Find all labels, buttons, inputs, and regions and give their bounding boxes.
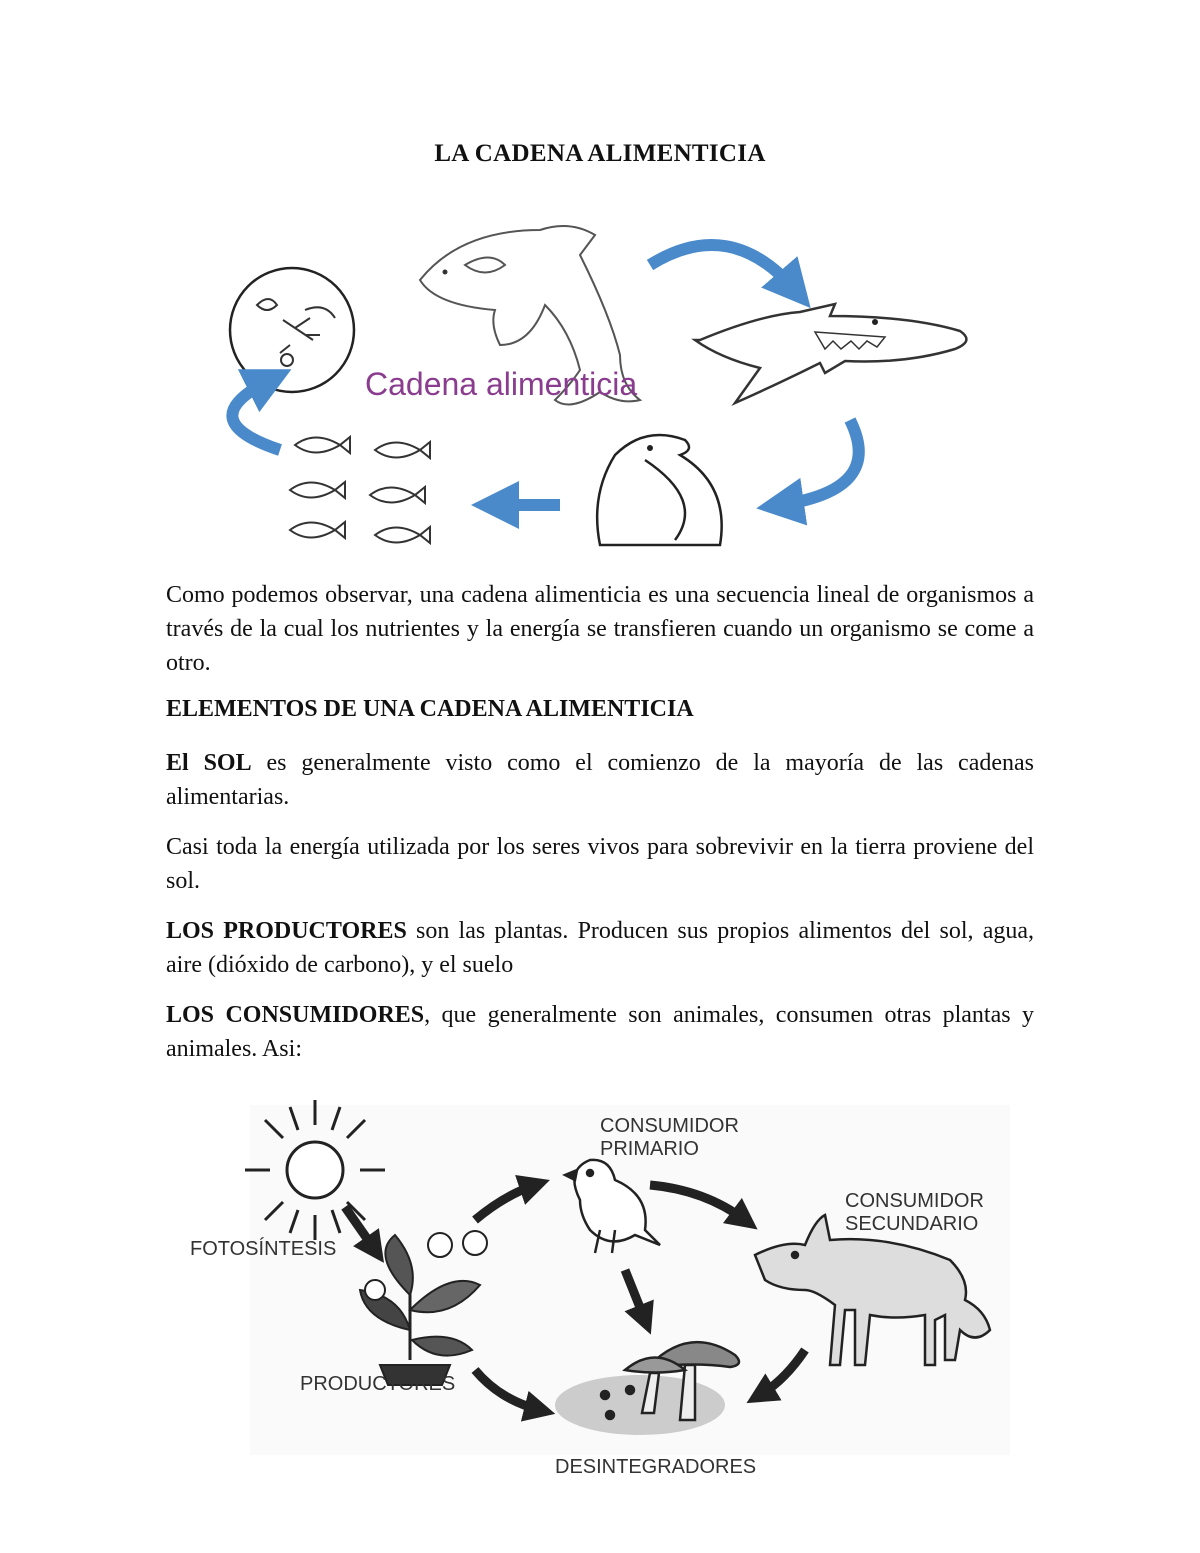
productores-label: PRODUCTORES [300, 1373, 456, 1395]
consumidores-term: LOS CONSUMIDORES [166, 1002, 425, 1028]
plancton-icon [230, 268, 354, 392]
consumidores-text: , que generalmente son animales, consumen otras plantas y animales. Asi: [166, 1002, 1034, 1062]
fotosintesis-label: FOTOSÍNTESIS [190, 1238, 337, 1260]
secundario-label-line1: CONSUMIDOR [845, 1190, 984, 1212]
primario-label-line1: CONSUMIDOR [600, 1115, 739, 1137]
sol-term: El SOL [166, 750, 252, 776]
pinguino-icon [597, 435, 722, 545]
productores-term: LOS PRODUCTORES [166, 918, 407, 944]
section-heading: ELEMENTOS DE UNA CADENA ALIMENTICIA [166, 696, 694, 722]
productores-paragraph [166, 914, 1034, 982]
marine-food-chain-figure [195, 210, 995, 560]
page-title: LA CADENA ALIMENTICIA [434, 140, 766, 167]
sol-text: es generalmente visto como el comienzo de la mayoría de las cadenas alimentarias. [166, 750, 1034, 810]
tiburon-icon [695, 304, 966, 403]
intro-paragraph: Como podemos observar, una cadena alimenticia es una secuencia lineal de organismos a través de la cual los nutrientes y la energía se transfieren cuando un organismo se come a otro. [166, 582, 1034, 676]
consumidores-paragraph [166, 998, 1034, 1066]
energy-paragraph: Casi toda la energía utilizada por los seres vivos para sobrevivir en la tierra proviene del sol. [166, 834, 1034, 894]
sun-icon [245, 1100, 385, 1240]
peces-icon [290, 437, 430, 543]
secundario-label-line2: SECUNDARIO [845, 1213, 979, 1235]
terrestrial-food-chain-figure [180, 1095, 1020, 1495]
productores-text: son las plantas. Producen sus propios alimentos del sol, agua, aire (dióxido de carbono), y el suelo [166, 918, 1034, 978]
desintegradores-label: DESINTEGRADORES [555, 1456, 757, 1478]
sol-paragraph [166, 746, 1034, 814]
primario-label-line2: PRIMARIO [600, 1138, 699, 1160]
figure1-caption: Cadena alimenticia [365, 366, 638, 402]
